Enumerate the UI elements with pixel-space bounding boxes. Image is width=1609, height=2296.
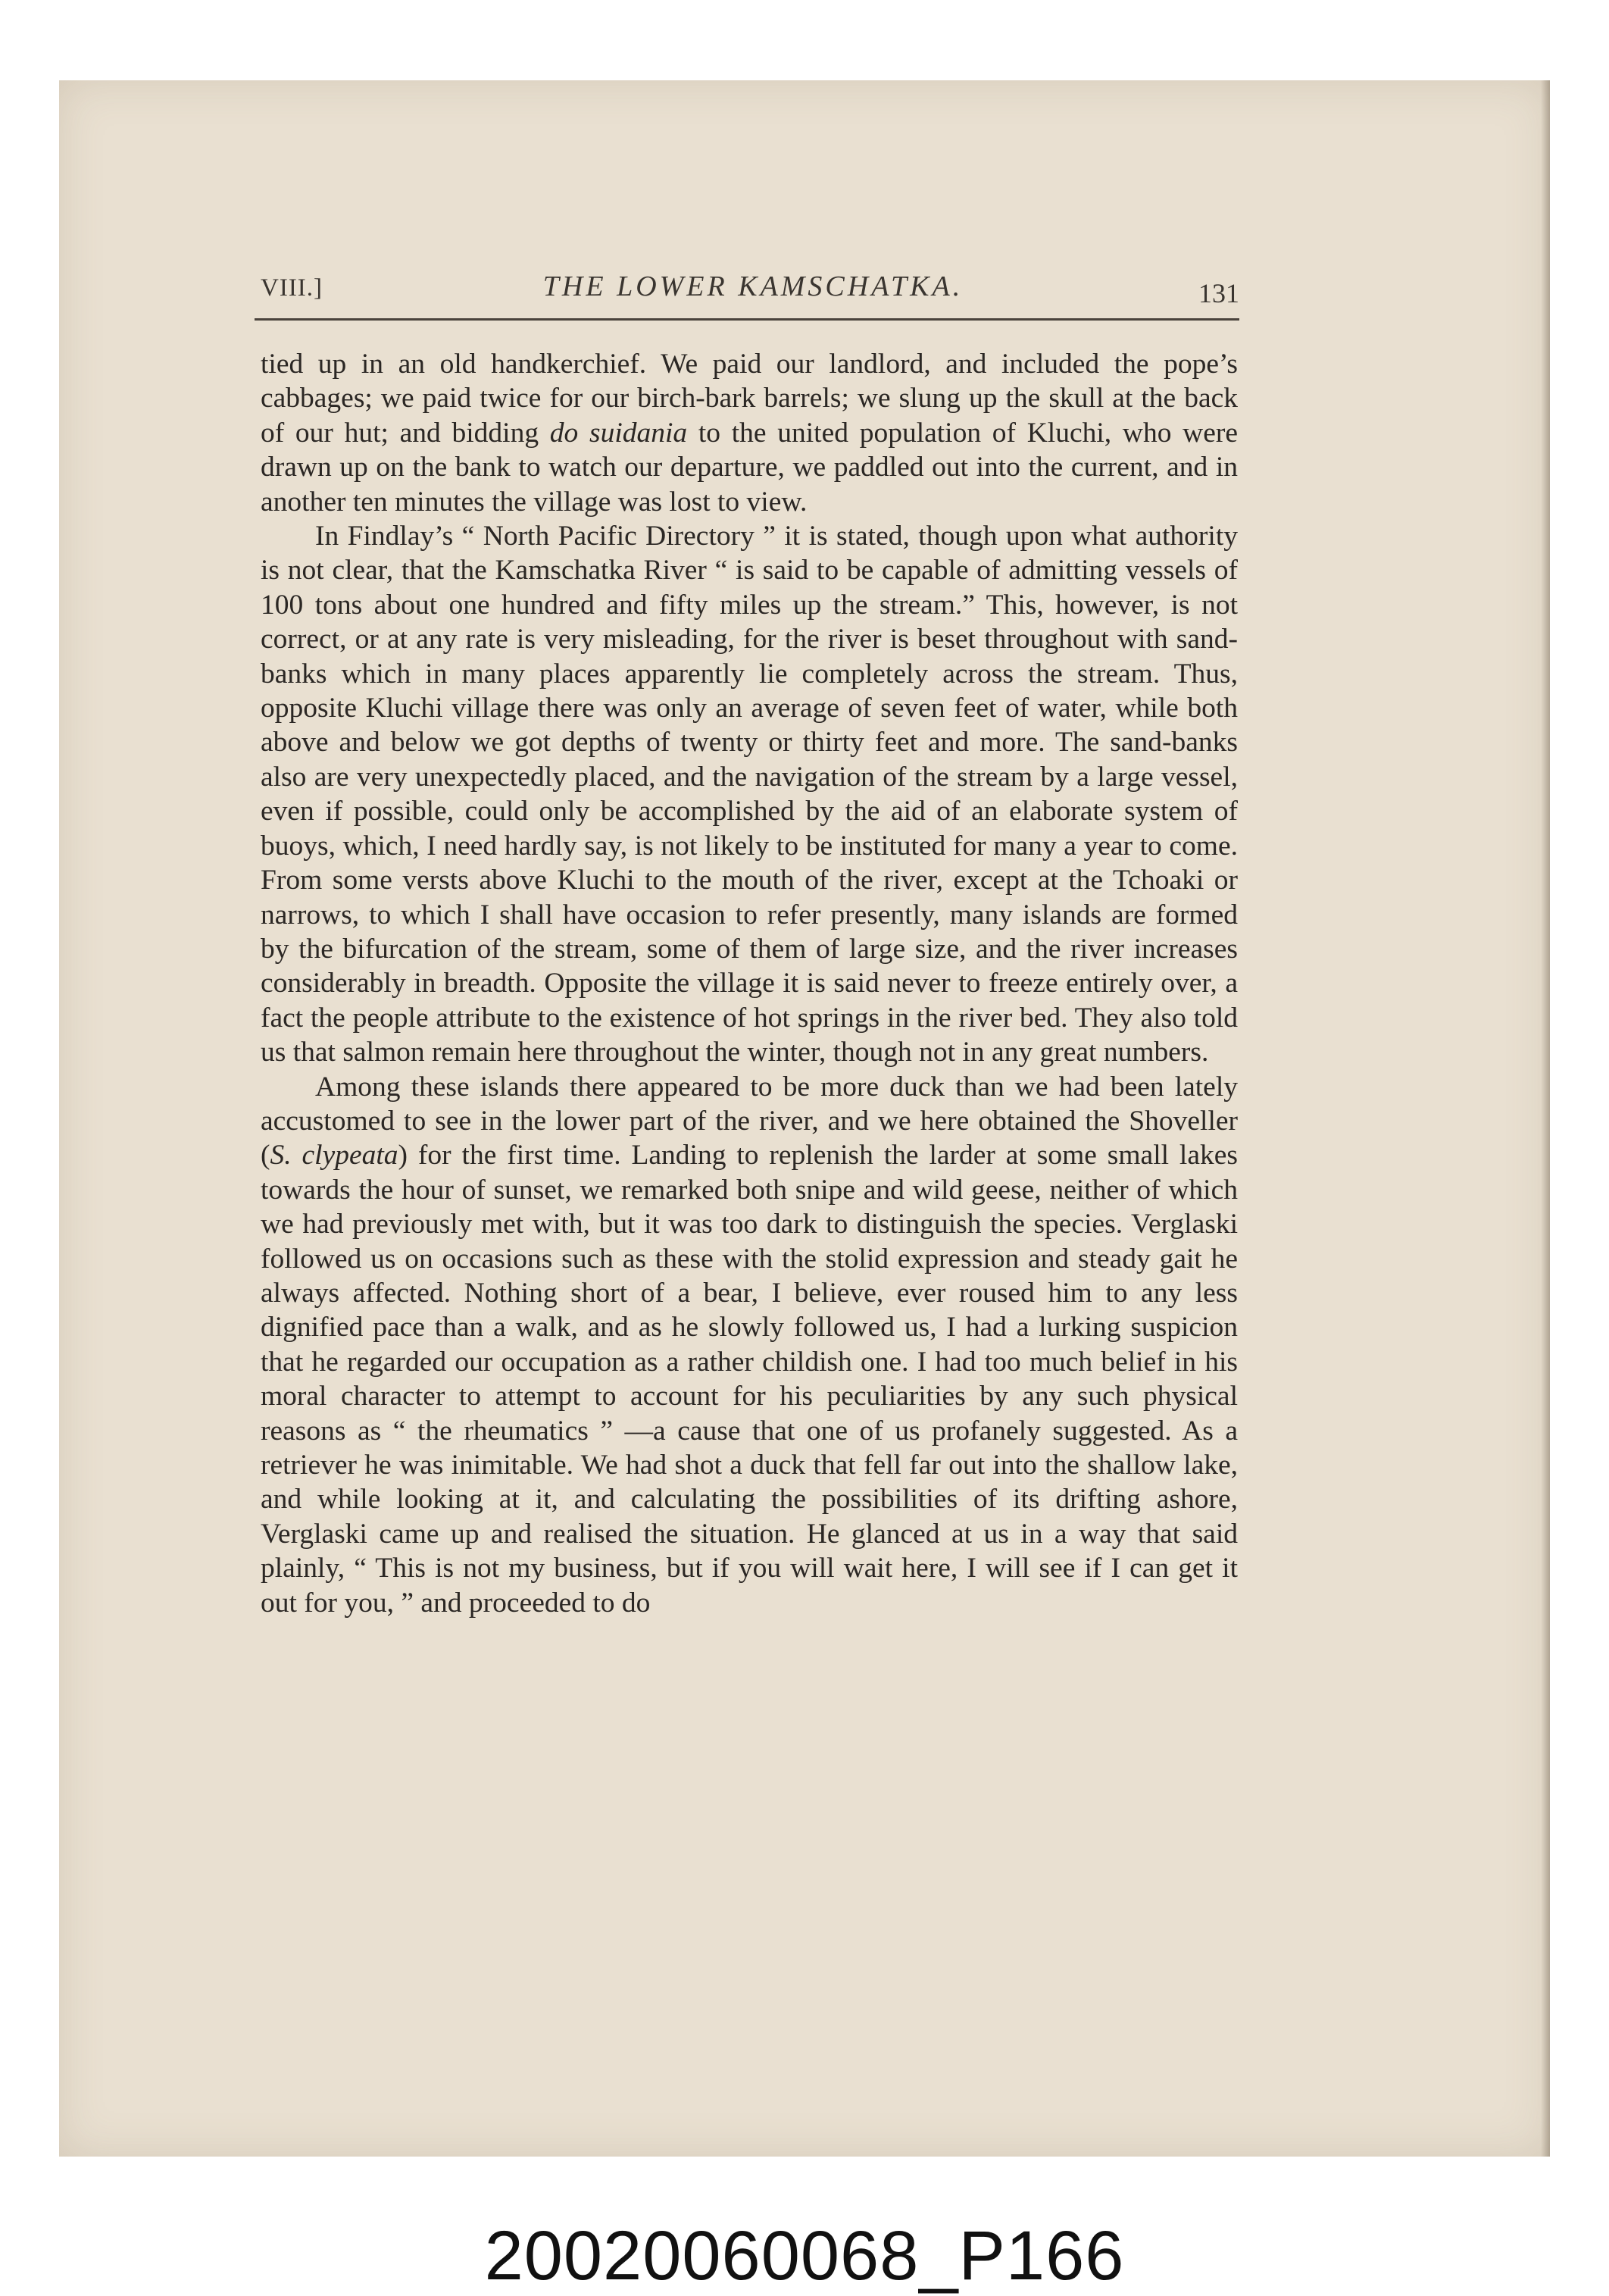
paragraph [261, 519, 1238, 1070]
paragraph [261, 1070, 1238, 1621]
text-run: to the united population of Kluchi, who were drawn up on the bank to watch our departure, we paddled out into the current, and in another ten minutes the village was lost to view. [261, 417, 1239, 518]
section-number: VIII.] [261, 274, 323, 302]
running-header [261, 270, 1245, 309]
text-run: tied up in an old handkerchief. We paid our landlord, and included the pope’s cabbages; we paid twice for our birch-bark barrels; we slung up the skull at the back of our hut; and bidding [261, 349, 1238, 449]
text-run: In Findlay’s “ North Pacific Directory ” it is stated, though upon what authority is not clear, that the Kamschatka River “ is said to be capable of admitting vessels of 100 tons about one hundred and fifty miles up the stream.” This, however, is not correct, or at any rate is very misleading, for the river is beset throughout with sand-banks which in many places apparently lie completely across the stream. Thus, opposite Kluchi village there was only an average of seven feet of water, while both above and below we got depths of twenty or thirty feet and more. The sand-banks also are very unexpectedly placed, and the navigation of the stream by a large vessel, even if possible, could only be accomplished by the aid of an elaborate system of buoys, which, I need hardly say, is not likely to be instituted for many a year to come. From some versts above Kluchi to the mouth of the river, except at the Tchoaki or narrows, to which I shall have occasion to refer presently, many islands are formed by the bifurcation of the stream, some of them of large size, and the river increases considerably in breadth. Opposite the village it is said never to freeze entirely over, a fact the people attribute to the existence of hot springs in the river bed. They also told us that salmon remain here throughout the winter, though not in any great numbers. [261, 521, 1238, 1068]
text-run: ) for the first time. Landing to replenish the larder at some small lakes towards the hour of sunset, we remarked both snipe and wild geese, neither of which we had previously met with, but it was too dark to distinguish the species. Verglaski followed us on occasions such as these with the stolid expression and steady gait he always affected. Nothing short of a bear, I believe, ever roused him to any less dignified pace than a walk, and as he slowly followed us, I had a lurking suspicion that he regarded our occupation as a rather childish one. I had too much belief in his moral character to attempt to account for his peculiarities by any such physical reasons as “ the rheumatics ” —a cause that one of us profanely suggested. As a retriever he was inimitable. We had shot a duck that fell far out into the shallow lake, and while looking at it, and calculating the possibilities of its drifting ashore, Verglaski came up and realised the situation. He glanced at us in a way that said plainly, “ This is not my business, but if you will wait here, I will see if I can get it out for you, ” and proceeded to do [261, 1140, 1238, 1619]
running-title: THE LOWER KAMSCHATKA. [542, 271, 964, 302]
italic-phrase: do suidania [549, 417, 688, 449]
body-text [261, 347, 1238, 1620]
page-number: 131 [1198, 278, 1239, 308]
paragraph [261, 347, 1238, 519]
image-id-caption: 20020060068_P166 [484, 2217, 1125, 2294]
text-run: Among these islands there appeared to be more duck than we had been lately accustomed to see in the lower part of the river, and we here obtained the Shoveller ( [261, 1071, 1238, 1171]
header-rule [255, 318, 1239, 321]
italic-phrase: S. clypeata [270, 1140, 398, 1171]
